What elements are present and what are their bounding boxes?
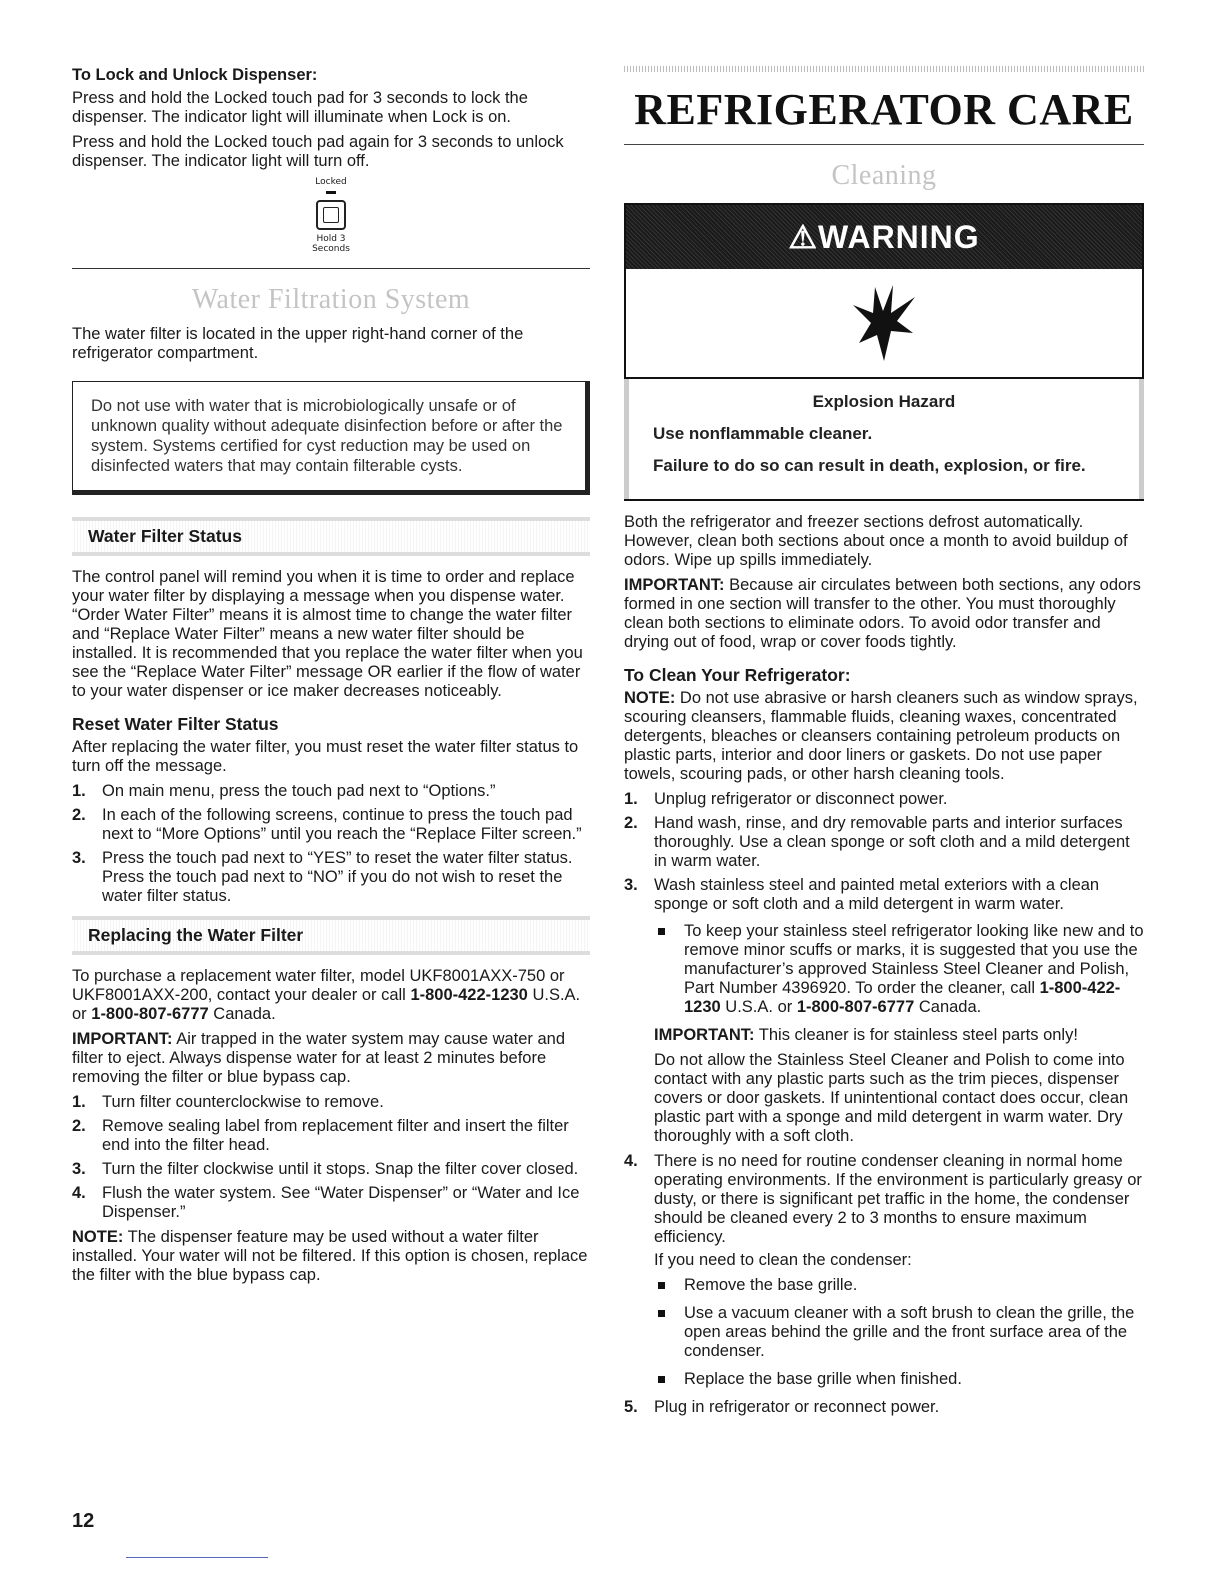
right-column bbox=[624, 66, 1144, 1423]
warning-box bbox=[624, 203, 1144, 501]
page-title: REFRIGERATOR CARE bbox=[634, 85, 1134, 134]
explosion-icon-area bbox=[626, 269, 1142, 379]
list-item: 1. Turn filter counterclockwise to remove. bbox=[72, 1093, 384, 1111]
list-item: 3. Turn the filter clockwise until it stops. Snap the filter cover closed. bbox=[72, 1160, 579, 1178]
footer-line bbox=[126, 1557, 268, 1558]
divider bbox=[72, 268, 590, 269]
lock-heading: To Lock and Unlock Dispenser: bbox=[72, 66, 318, 84]
reset-paragraph: After replacing the water filter, you must reset the water filter status to turn off the message. bbox=[72, 738, 579, 775]
replacing-filter-heading: Replacing the Water Filter bbox=[72, 916, 590, 955]
list-item: 2. In each of the following screens, continue to press the touch pad next to “More Options” until you reach the “Replace Filter screen.” bbox=[72, 806, 582, 843]
clean-heading: To Clean Your Refrigerator: bbox=[624, 665, 851, 685]
list-item: 2. Hand wash, rinse, and dry removable parts and interior surfaces thoroughly. Use a clean sponge or soft cloth and a mild detergent in warm water. bbox=[624, 814, 1130, 870]
clean-note: NOTE: Do not use abrasive or harsh cleaners such as window sprays, scouring cleansers, flammable fluids, cleaning waxes, concentrated detergents, bleaches or cleansers containing petroleum products on plastic parts, interior and door liners or gaskets. Do not use paper towels, scouring pads, or other harsh cleaning tools. bbox=[624, 689, 1138, 783]
left-column bbox=[72, 66, 590, 1291]
list-item: Remove the base grille. bbox=[654, 1276, 1144, 1295]
list-item: 5. Plug in refrigerator or reconnect power. bbox=[624, 1398, 940, 1416]
lock-paragraph-1: Press and hold the Locked touch pad for 3 seconds to lock the dispenser. The indicator light will illuminate when Lock is on. bbox=[72, 89, 528, 126]
replace-note: NOTE: The dispenser feature may be used without a water filter installed. Your water will not be filtered. If this option is chosen, replace the filter with the blue bypass cap. bbox=[72, 1228, 588, 1284]
cleaning-section-title: Cleaning bbox=[831, 160, 937, 191]
list-item: 1. Unplug refrigerator or disconnect power. bbox=[624, 790, 948, 808]
cleaning-important: IMPORTANT: Because air circulates between both sections, any odors formed in one section will transfer to the other. You must thoroughly clean both sections to eliminate odors. To avoid odor transfer and drying out of food, wrap or cover foods tightly. bbox=[624, 576, 1141, 651]
lock-icon bbox=[316, 200, 346, 230]
page-number: 12 bbox=[72, 1510, 95, 1532]
top-rule bbox=[624, 66, 1144, 72]
list-item: 2. Remove sealing label from replacement filter and insert the filter end into the filter head. bbox=[72, 1117, 569, 1154]
warning-body bbox=[624, 379, 1144, 499]
list-item: 4. There is no need for routine condenser cleaning in normal home operating environments. If the environment is particularly greasy or dusty, or there is significant pet traffic in the home, the condenser should be cleaned every 2 to 3 months to ensure maximum efficiency. If you need to clean the condenser: Remove the base grille. Use a vacuum cleaner with a soft brush to clean the grille, the open areas behind the grille and the front surface area of the condenser. Replace the base grille when finished. bbox=[624, 1152, 1144, 1389]
filtration-intro: The water filter is located in the upper right-hand corner of the refrigerator compartment. bbox=[72, 325, 524, 362]
lock-figure bbox=[72, 177, 590, 254]
step3-bullets bbox=[654, 922, 1144, 1017]
list-item: To keep your stainless steel refrigerator looking like new and to remove minor scuffs or marks, it is suggested that you use the manufacturer’s approved Stainless Steel Cleaner and Polish, Part Number 4396920. To order the cleaner, call 1-800-422-1230 U.S.A. or 1-800-807-6777 Canada. bbox=[654, 922, 1144, 1017]
replace-important: IMPORTANT: Air trapped in the water system may cause water and filter to eject. Always dispense water for at least 2 minutes before removing the filter or blue bypass cap. bbox=[72, 1030, 566, 1086]
filtration-section-title: Water Filtration System bbox=[191, 284, 471, 315]
replace-steps-list bbox=[72, 1093, 590, 1222]
warning-header: ⚠WARNING bbox=[626, 205, 1142, 269]
replace-paragraph: To purchase a replacement water filter, model UKF8001AXX-750 or UKF8001AXX-200, contact your dealer or call 1-800-422-1230 U.S.A. or 1-800-807-6777 Canada. bbox=[72, 967, 581, 1023]
list-item: 4. Flush the water system. See “Water Dispenser” or “Water and Ice Dispenser.” bbox=[72, 1184, 580, 1221]
reset-heading: Reset Water Filter Status bbox=[72, 714, 279, 734]
warning-triangle-icon: ⚠ bbox=[788, 219, 819, 255]
explosion-icon bbox=[849, 283, 919, 363]
reset-steps-list bbox=[72, 782, 590, 906]
cleaning-steps-list bbox=[624, 790, 1144, 1417]
list-item: Use a vacuum cleaner with a soft brush to clean the grille, the open areas behind the grille and the front surface area of the condenser. bbox=[654, 1304, 1144, 1361]
lock-paragraph-2: Press and hold the Locked touch pad again for 3 seconds to unlock dispenser. The indicator light will turn off. bbox=[72, 133, 564, 170]
lock-figure-caption-2: Seconds bbox=[312, 244, 350, 254]
lock-indicator-light bbox=[326, 191, 336, 194]
lock-figure-caption-1: Hold 3 bbox=[316, 234, 346, 244]
hazard-line-2: Failure to do so can result in death, explosion, or fire. bbox=[653, 456, 1086, 475]
water-filter-status-heading: Water Filter Status bbox=[72, 517, 590, 556]
water-filter-status-paragraph: The control panel will remind you when it is time to order and replace your water filter by displaying a message when you dispense water. “Order Water Filter” means it is almost time to change the water filter and “Replace Water Filter” means a new water filter should be installed. It is recommended that you replace the water filter when you see the “Replace Water Filter” message OR earlier if the flow of water to your water dispenser or ice maker decreases noticeably. bbox=[72, 568, 583, 700]
list-item: Replace the base grille when finished. bbox=[654, 1370, 1144, 1389]
step4-paragraph: If you need to clean the condenser: bbox=[654, 1251, 912, 1269]
step3-paragraph: Do not allow the Stainless Steel Cleaner and Polish to come into contact with any plastic parts such as the trim pieces, dispenser covers or door gaskets. If unintentional contact does occur, clean plastic part with a sponge and mild detergent in warm water. Dry thoroughly with a soft cloth. bbox=[654, 1051, 1129, 1145]
step4-bullets bbox=[654, 1276, 1144, 1389]
step3-important: IMPORTANT: This cleaner is for stainless steel parts only! bbox=[654, 1026, 1078, 1044]
hazard-line-1: Use nonflammable cleaner. bbox=[653, 424, 873, 443]
notice-box: Do not use with water that is microbiologically unsafe or of unknown quality without adequate disinfection before or after the system. Systems certified for cyst reduction may be used on disinfected waters that may contain filterable cysts. bbox=[72, 381, 590, 495]
list-item: 1. On main menu, press the touch pad next to “Options.” bbox=[72, 782, 496, 800]
lock-figure-label: Locked bbox=[315, 177, 347, 187]
hazard-title: Explosion Hazard bbox=[812, 392, 956, 411]
title-divider bbox=[624, 144, 1144, 145]
list-item: 3. Wash stainless steel and painted metal exteriors with a clean sponge or soft cloth and a mild detergent in warm water. To keep your stainless steel refrigerator looking like new and to remove minor scuffs or marks, it is suggested that you use the manufacturer’s approved Stainless Steel Cleaner and Polish, Part Number 4396920. To order the cleaner, call 1-800-422-1230 U.S.A. or 1-800-807-6777 Canada. IMPORTANT: This cleaner is for stainless steel parts only! Do not allow the Stainless Steel Cleaner and Polish to come into contact with any plastic parts such as the trim pieces, dispenser covers or door gaskets. If unintentional contact does occur, clean plastic part with a sponge and mild detergent in warm water. Dry thoroughly with a soft cloth. bbox=[624, 876, 1144, 1145]
list-item: 3. Press the touch pad next to “YES” to reset the water filter status. Press the touch pad next to “NO” if you do not wish to reset the water filter status. bbox=[72, 849, 573, 905]
cleaning-intro: Both the refrigerator and freezer sections defrost automatically. However, clean both sections about once a month to avoid buildup of odors. Wipe up spills immediately. bbox=[624, 513, 1128, 569]
